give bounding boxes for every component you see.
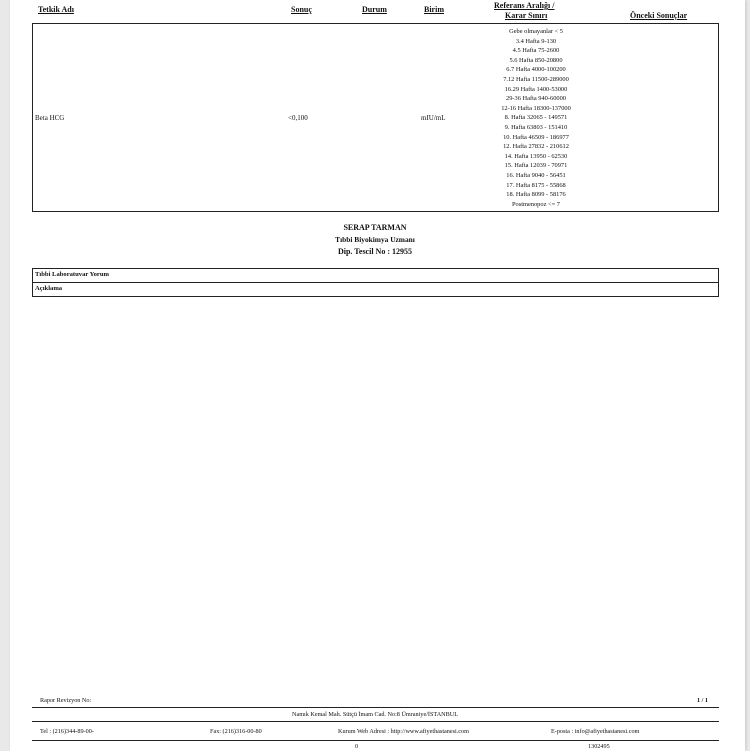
test-name-cell: Beta HCG: [35, 114, 65, 122]
page-number: 1 / 1: [697, 697, 709, 704]
reference-range-line: 7.12 Hafta 11500-289000: [503, 75, 569, 83]
reference-range-line: 15. Hafta 12039 - 70971: [504, 162, 568, 170]
reference-range-line: 14. Hafta 13950 - 62530: [504, 152, 568, 160]
header-unit: Birim: [424, 5, 444, 14]
reference-range-line: 6.7 Hafta 4000-100200: [506, 66, 566, 74]
table-top-border: [32, 23, 719, 24]
reference-range-line: 3.4 Hafta 9-130: [515, 37, 557, 45]
reference-range-line: Gebe olmayanlar < 5: [509, 28, 563, 35]
reference-range-line: 8. Hafta 32065 - 149571: [504, 114, 568, 122]
reference-range-line: 12-16 Hafta 18300-137000: [501, 104, 571, 112]
signature-registration: Dip. Tescil No : 12955: [337, 247, 412, 256]
reference-range-line: 18. Hafta 8099 - 58176: [506, 191, 566, 199]
result-cell: <0,100: [288, 114, 308, 122]
reference-range-line: 5.6 Hafta 850-20800: [509, 56, 563, 64]
footer-address: Namık Kemal Mah. Sütçü İmam Cad. No:8 Ümraniye/İSTANBUL: [291, 711, 459, 718]
footer-bottom-border: [32, 740, 719, 741]
footer-fax: Fax: (216)316-00-80: [210, 728, 262, 735]
unit-cell: mIU/mL: [421, 114, 446, 122]
revision-label: Rapor Revizyon No:: [40, 697, 92, 704]
footer-zero: 0: [355, 743, 359, 750]
footer-email: E-posta : info@afiyethastanesi.com: [551, 728, 640, 735]
header-reference-line1: Referans Aralığı /: [494, 1, 555, 10]
signature-title: Tıbbi Biyokimya Uzmanı: [335, 235, 415, 244]
reference-range-line: Postmenopoz <= 7: [511, 200, 561, 208]
reference-range-line: 10. Hafta 46509 - 186977: [503, 133, 569, 141]
reference-range-line: 16.29 Hafta 1400-53000: [504, 85, 568, 93]
footer-address-border: [32, 721, 719, 722]
header-test-name: Tetkik Adı: [38, 5, 74, 14]
header-status: Durum: [362, 5, 387, 14]
explanation-top-border: [32, 282, 719, 283]
signature-name: SERAP TARMAN: [343, 223, 407, 232]
report-page: [10, 0, 745, 751]
barcode-number: 1302495: [588, 743, 610, 750]
table-bottom-border: [32, 211, 719, 212]
footer-web: Kurum Web Adresi : http://www.afiyethastanesi.com: [338, 728, 469, 735]
lab-comment-top-border: [32, 268, 719, 269]
reference-range-line: 4.5 Hafta 75-2600: [512, 47, 560, 55]
reference-range-line: 29-36 Hafta 940-60000: [506, 95, 566, 103]
reference-range-line: 9. Hafta 63803 - 151410: [504, 123, 568, 131]
footer-top-border: [32, 707, 719, 708]
footer-tel: Tel : (216)344-89-00-: [40, 728, 94, 735]
header-previous-results: Önceki Sonuçlar: [630, 11, 688, 20]
explanation-label: Açıklama: [35, 285, 63, 292]
reference-range-list: [480, 27, 592, 209]
header-result: Sonuç: [291, 5, 312, 14]
reference-range-line: 12. Hafta 27832 - 210612: [503, 143, 569, 151]
explanation-bottom-border: [32, 296, 719, 297]
reference-range-line: 17. Hafta 8175 - 55868: [506, 181, 566, 189]
reference-range-line: 16. Hafta 9040 - 56451: [506, 171, 566, 179]
header-reference-line2: Karar Sınırı: [505, 11, 548, 20]
lab-comment-label: Tıbbi Laboratuvar Yorum: [35, 271, 110, 278]
table-right-border: [718, 23, 719, 212]
table-left-border: [32, 23, 33, 212]
